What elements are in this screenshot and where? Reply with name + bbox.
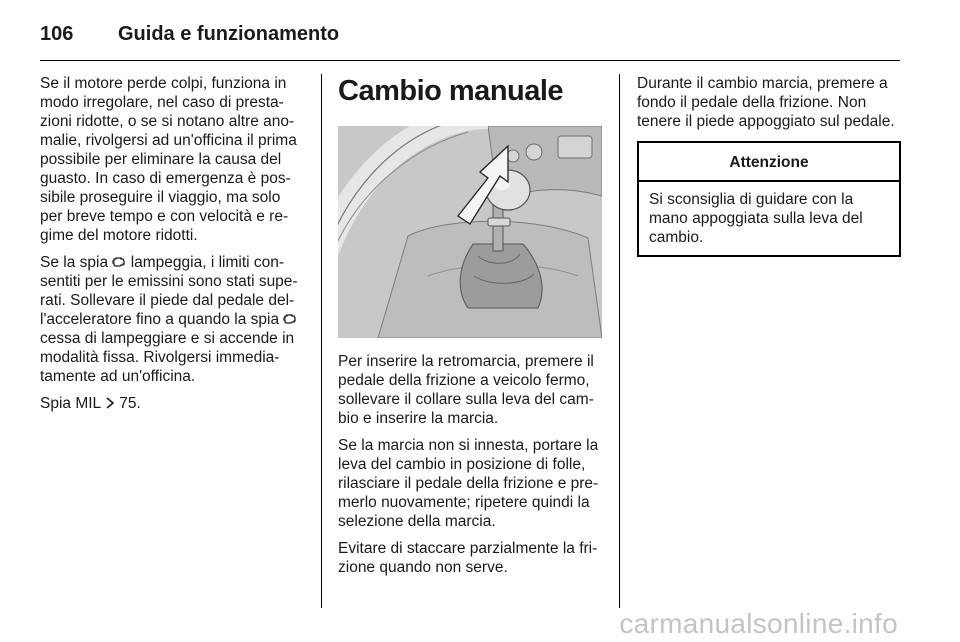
- column-divider-left: [321, 74, 322, 608]
- column-2: [338, 74, 603, 585]
- warning-text: Si sconsiglia di guidare con la mano appoggiata sulla leva del cambio.: [649, 191, 863, 246]
- paragraph-warning-light: [40, 253, 304, 386]
- page-header: [40, 14, 900, 54]
- page-number: 106: [40, 22, 74, 45]
- paragraph-clutch-advice: Evitare di staccare parzialmente la fri-zione quando non serve.: [338, 540, 598, 576]
- paragraph-gear-not-engaging: Se la marcia non si innesta, portare la leva del cambio in posizione di folle, rilasciare il pedale della frizione e pre-merlo nuovamente; ripetere quindi la selezione della marcia.: [338, 437, 599, 530]
- header-rule: [40, 60, 900, 61]
- column-3: [637, 74, 901, 257]
- chapter-title: Guida e funzionamento: [118, 22, 340, 45]
- gear-lever-drawing: [338, 126, 602, 338]
- text-segment: cessa di lampeggiare e si accende in modalità fissa. Rivolgersi immedia-tamente ad un'officina.: [40, 330, 295, 385]
- paragraph-mil-reference: [40, 394, 304, 413]
- engine-warning-icon: [283, 312, 297, 326]
- page-reference-icon[interactable]: [105, 397, 115, 409]
- column-1: [40, 74, 304, 421]
- paragraph-clutch-pedal: Durante il cambio marcia, premere a fondo il pedale della frizione. Non tenere il piede appoggiato sul pedale.: [637, 75, 895, 130]
- text-segment: Se la spia: [40, 254, 109, 271]
- watermark: carmanualsonline.info: [619, 608, 898, 639]
- paragraph-reverse-gear: Per inserire la retromarcia, premere il pedale della frizione a veicolo fermo, sollevare il collare sulla leva del cam-bio e inserire la marcia.: [338, 353, 594, 427]
- section-title: Cambio manuale: [338, 75, 564, 107]
- mil-label: Spia MIL: [40, 395, 101, 412]
- column-divider-right: [619, 74, 620, 608]
- mil-page-link[interactable]: 75.: [119, 395, 141, 412]
- gear-lever-illustration: [338, 126, 602, 338]
- warning-title: Attenzione: [639, 143, 899, 182]
- warning-box: [637, 141, 901, 257]
- paragraph-engine-fault: Se il motore perde colpi, funziona in modo irregolare, nel caso di presta-zioni ridotte, o se si notano altre ano-malie, rivolgersi ad un'officina il prima possibile per eliminare la causa del guasto. In caso di emergenza è pos-sibile proseguire il viaggio, ma solo per breve tempo e con velocità e re-gime del motore ridotti.: [40, 75, 297, 244]
- text-segment: lampeggia, i limiti con-sentiti per le emissini sono stati supe-rati. Sollevare il piede dal pedale del-l'acceleratore fino a quando la spia: [40, 254, 298, 328]
- engine-warning-icon: [112, 255, 126, 269]
